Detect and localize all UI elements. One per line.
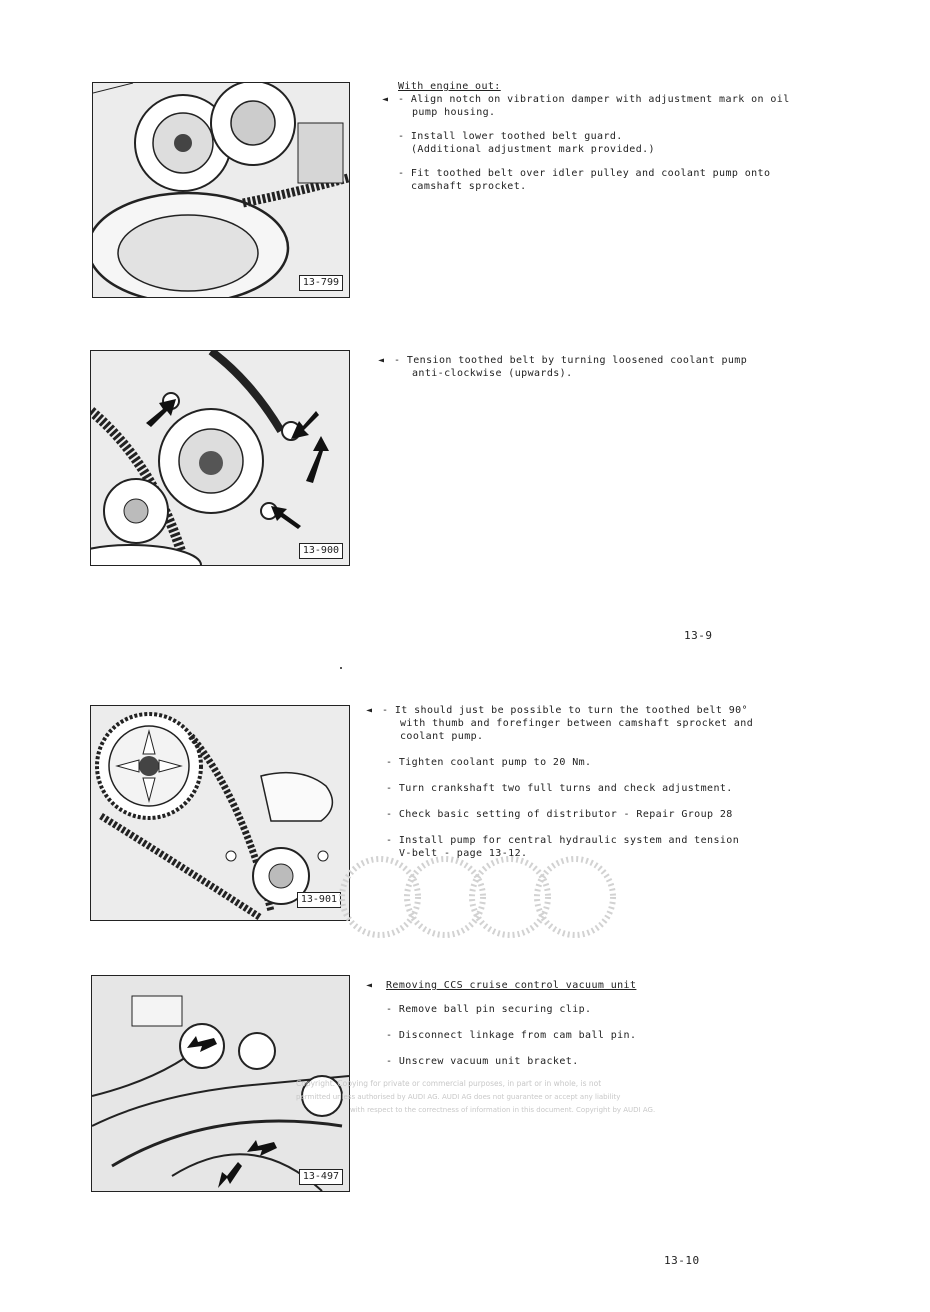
engine-illustration-1 bbox=[93, 83, 349, 297]
figure-label: 13-900 bbox=[299, 543, 343, 559]
step: - Turn crankshaft two full turns and check adjustment. bbox=[386, 783, 733, 794]
step: ◄ - Tension toothed belt by turning loosened coolant pump anti-clockwise (upwards). bbox=[378, 355, 748, 379]
step: - Unscrew vacuum unit bracket. bbox=[386, 1056, 579, 1067]
step: - Install lower toothed belt guard. (Additional adjustment mark provided.) bbox=[398, 131, 655, 155]
figure-label: 13-497 bbox=[299, 1169, 343, 1185]
pointer-arrow-icon: ◄ bbox=[378, 355, 385, 366]
page-number: 13-10 bbox=[664, 1254, 700, 1267]
figure-label: 13-901 bbox=[297, 892, 341, 908]
section-heading: With engine out: bbox=[398, 81, 501, 92]
instructions-ccs-removal bbox=[366, 979, 786, 1079]
watermark-line: permitted unless authorised by AUDI AG. AUDI AG does not guarantee or accept any liability bbox=[296, 1093, 621, 1101]
step: - Install pump for central hydraulic system and tension V-belt - page 13-12. bbox=[386, 835, 740, 859]
instructions-tension bbox=[378, 354, 808, 391]
engine-illustration-3 bbox=[91, 706, 349, 920]
page-number: 13-9 bbox=[684, 629, 713, 642]
figure-13-901 bbox=[90, 705, 350, 921]
figure-label: 13-799 bbox=[299, 275, 343, 291]
step: ◄ - It should just be possible to turn the toothed belt 90° with thumb and forefinger between camshaft sprocket and coolant pump. bbox=[366, 705, 754, 742]
section-heading-line bbox=[366, 979, 786, 992]
figure-13-900 bbox=[90, 350, 350, 566]
pointer-arrow-icon: ◄ bbox=[366, 980, 373, 991]
section-heading: Removing CCS cruise control vacuum unit bbox=[386, 980, 637, 991]
step: - Check basic setting of distributor - Repair Group 28 bbox=[386, 809, 733, 820]
step: - Remove ball pin securing clip. bbox=[386, 1004, 592, 1015]
watermark-logo bbox=[325, 842, 625, 952]
instructions-engine-out bbox=[382, 80, 812, 204]
step: ◄ - Align notch on vibration damper with adjustment mark on oil pump housing. bbox=[382, 94, 790, 118]
watermark-line: with respect to the correctness of information in this document. Copyright by AUDI AG. bbox=[350, 1106, 656, 1114]
pointer-arrow-icon: ◄ bbox=[366, 705, 373, 716]
pointer-arrow-icon: ◄ bbox=[382, 94, 389, 105]
step: - Tighten coolant pump to 20 Nm. bbox=[386, 757, 592, 768]
watermark-line: Copyright. Copying for private or commercial purposes, in part or in whole, is not bbox=[296, 1079, 602, 1088]
figure-13-799 bbox=[92, 82, 350, 298]
engine-illustration-2 bbox=[91, 351, 349, 565]
step: - Fit toothed belt over idler pulley and coolant pump onto camshaft sprocket. bbox=[398, 168, 771, 192]
step: - Disconnect linkage from cam ball pin. bbox=[386, 1030, 637, 1041]
